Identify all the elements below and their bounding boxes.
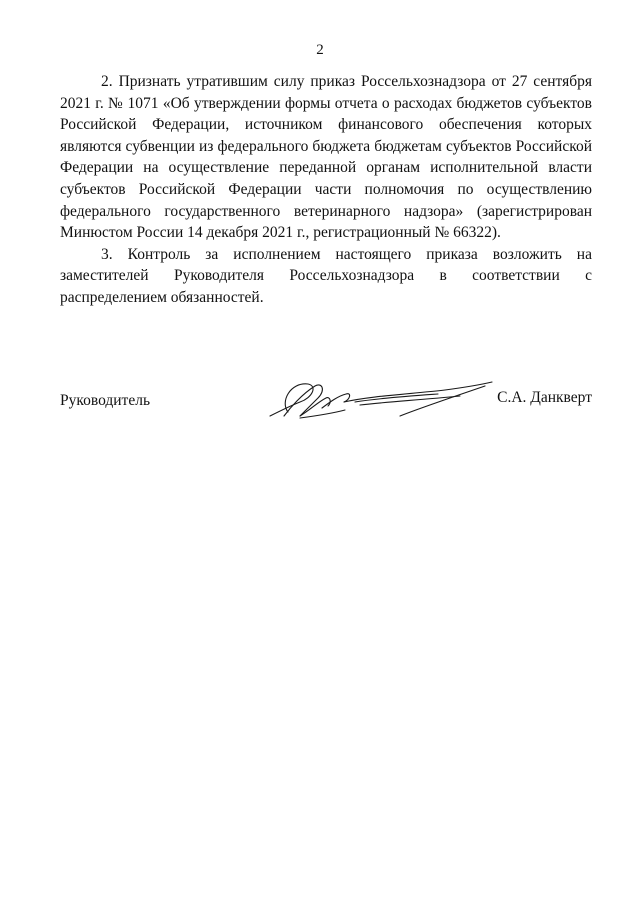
signature-block xyxy=(60,380,592,430)
signer-name: С.А. Данкверт xyxy=(497,389,592,406)
signer-title: Руководитель xyxy=(60,392,151,409)
paragraph-2: 2. Признать утратившим силу приказ Россельхознадзора от 27 сентября 2021 г. № 1071 «Об утверждении формы отчета о расходах бюджетов субъектов Российской Федерации, источником финансового обеспечения которых являются субвенции из федерального бюджета бюджетам субъектов Российской Федерации на осуществление переданной органам исполнительной власти субъектов Российской Федерации части полномочия по осуществлению федерального государственного ветеринарного надзора» (зарегистрирован Минюстом России 14 декабря 2021 г., регистрационный № 66322). xyxy=(60,73,592,242)
document-body xyxy=(60,71,592,309)
page-number: 2 xyxy=(316,42,324,58)
paragraph-3: 3. Контроль за исполнением настоящего приказа возложить на заместителей Руководителя Россельхознадзора в соответствии с распределением обязанностей. xyxy=(60,245,592,306)
handwritten-signature-icon xyxy=(260,372,510,432)
